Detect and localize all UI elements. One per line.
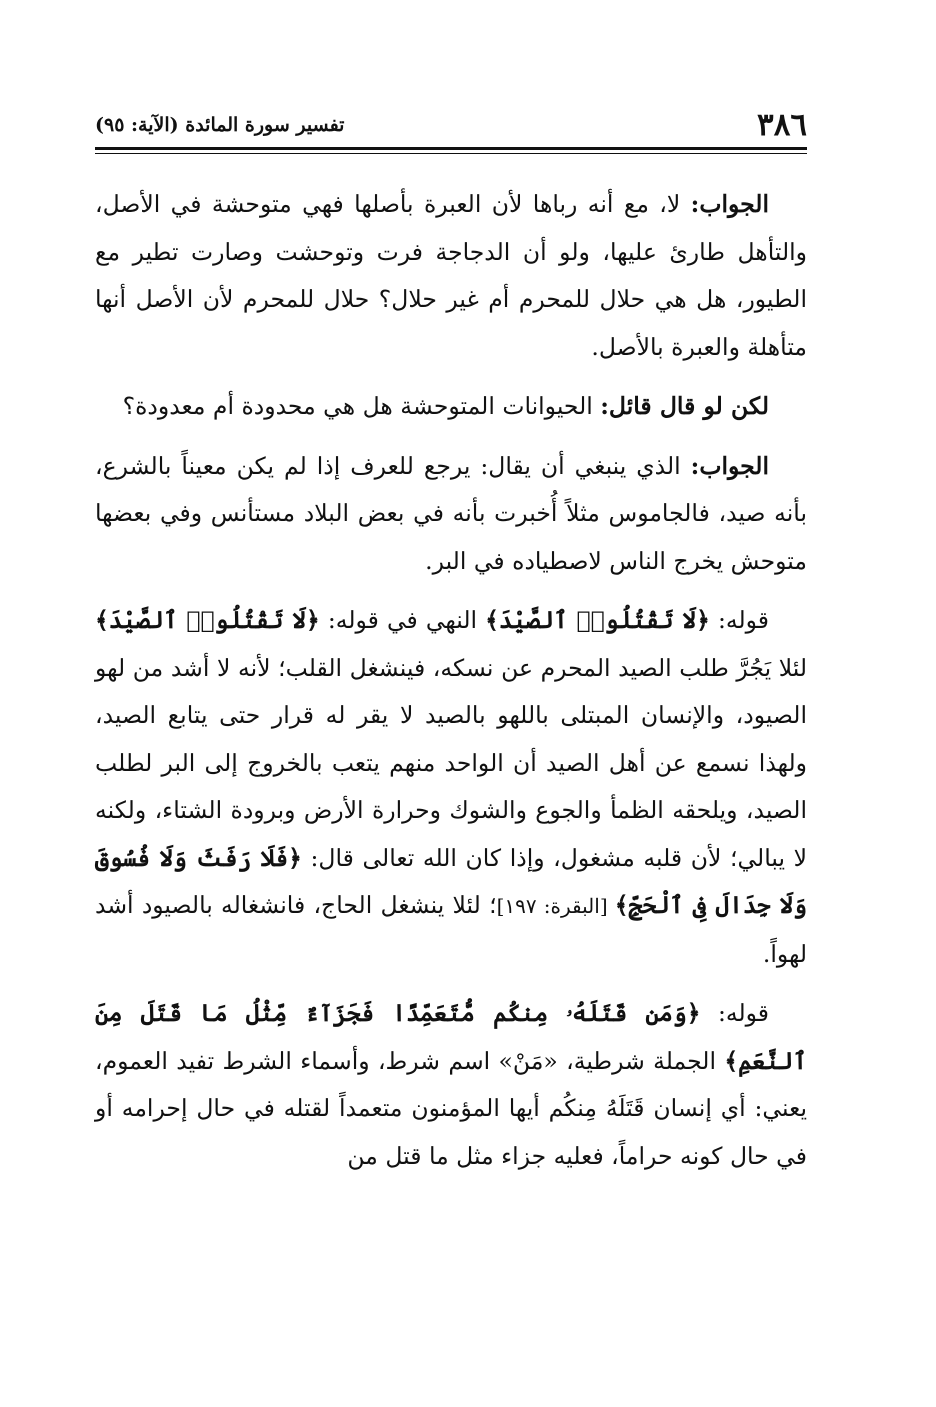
header-rule-thick (95, 147, 807, 150)
page (95, 95, 807, 1335)
paragraph-commentary-1 (95, 597, 807, 978)
paragraph-text: الحيوانات المتوحشة هل هي محدودة أم معدودة؟ (122, 392, 601, 420)
page-number: ٣٨٦ (757, 107, 807, 143)
paragraph-text: ؛ لئلا ينشغل الحاج، فانشغاله بالصيود أشد لهواً. (95, 891, 807, 968)
paragraph-answer-1 (95, 181, 807, 371)
paragraph-text: قوله: (709, 606, 769, 634)
lead-term: الجواب: (690, 190, 769, 218)
quran-citation: [البقرة: ١٩٧] (496, 894, 615, 918)
quran-quote: ﴿وَمَن قَتَلَهُۥ مِنكُم مُّتَعَمِّدًا فَجَزَآءٌ مِّثْلُ مَا قَتَلَ مِنَ ٱلنَّعَمِ﴾ (95, 999, 807, 1075)
paragraph-answer-2 (95, 443, 807, 586)
lead-term: لكن لو قال قائل: (600, 392, 769, 420)
quran-quote: ﴿لَا تَقْتُلُوا۟ ٱلصَّيْدَ﴾ (485, 606, 710, 634)
paragraph-text: الجملة شرطية، «مَنْ» اسم شرط، وأسماء الشرط تفيد العموم، يعني: أي إنسان قَتَلَهُ مِنكُم أيها المؤمنون متعمداً لقتله في حال إحرامه أو في حال كونه حراماً، فعليه جزاء مثل ما قتل من (95, 1046, 807, 1170)
paragraph-question (95, 383, 807, 431)
page-body (95, 181, 807, 1192)
quran-quote: ﴿لَا تَقْتُلُوا۟ ٱلصَّيْدَ﴾ (95, 606, 320, 634)
quran-quote: ﴿فَلَا رَفَثَ وَلَا فُسُوقَ وَلَا جِدَالَ فِى ٱلْحَجِّ﴾ (95, 843, 807, 919)
header-rule-thin (95, 153, 807, 154)
paragraph-text: لا، مع أنه رباها لأن العبرة بأصلها فهي متوحشة في الأصل، والتأهل طارئ عليها، ولو أن الدجاجة فرت وتوحشت وصارت تطير مع الطيور، هل هي حلال للمحرم أم غير حلال؟ حلال للمحرم لأن الأصل أنها متأهلة والعبرة بالأصل. (95, 190, 807, 361)
paragraph-text: لئلا يَجُرَّ طلب الصيد المحرم عن نسكه، فينشغل القلب؛ لأنه لا أشد من لهو الصيود، والإنسان المبتلى باللهو بالصيد لا يقر له قرار حتى يتابع الصيد، ولهذا نسمع عن أهل الصيد أن الواحد منهم يتعب بالخروج إلى البر لطلب الصيد، ويلحقه الظمأ والجوع والشوك وحرارة الأرض وبرودة الشتاء، ولكنه لا يبالي؛ لأن قلبه مشغول، وإذا كان الله تعالى قال: (95, 653, 807, 872)
page-header (95, 95, 807, 145)
paragraph-text: النهي في قوله: (319, 606, 486, 634)
lead-term: الجواب: (690, 451, 769, 480)
running-head: تفسير سورة المائدة (الآية: ٩٥) (95, 114, 345, 136)
paragraph-text: الذي ينبغي أن يقال: يرجع للعرف إذا لم يكن معيناً بالشرع، بأنه صيد، فالجاموس مثلاً أُخبرت بأنه في بعض البلاد مستأنس وفي بعضها متوحش يخرج الناس لاصطياده في البر. (95, 451, 807, 575)
paragraph-commentary-2 (95, 990, 807, 1180)
paragraph-text: قوله: (700, 999, 769, 1027)
